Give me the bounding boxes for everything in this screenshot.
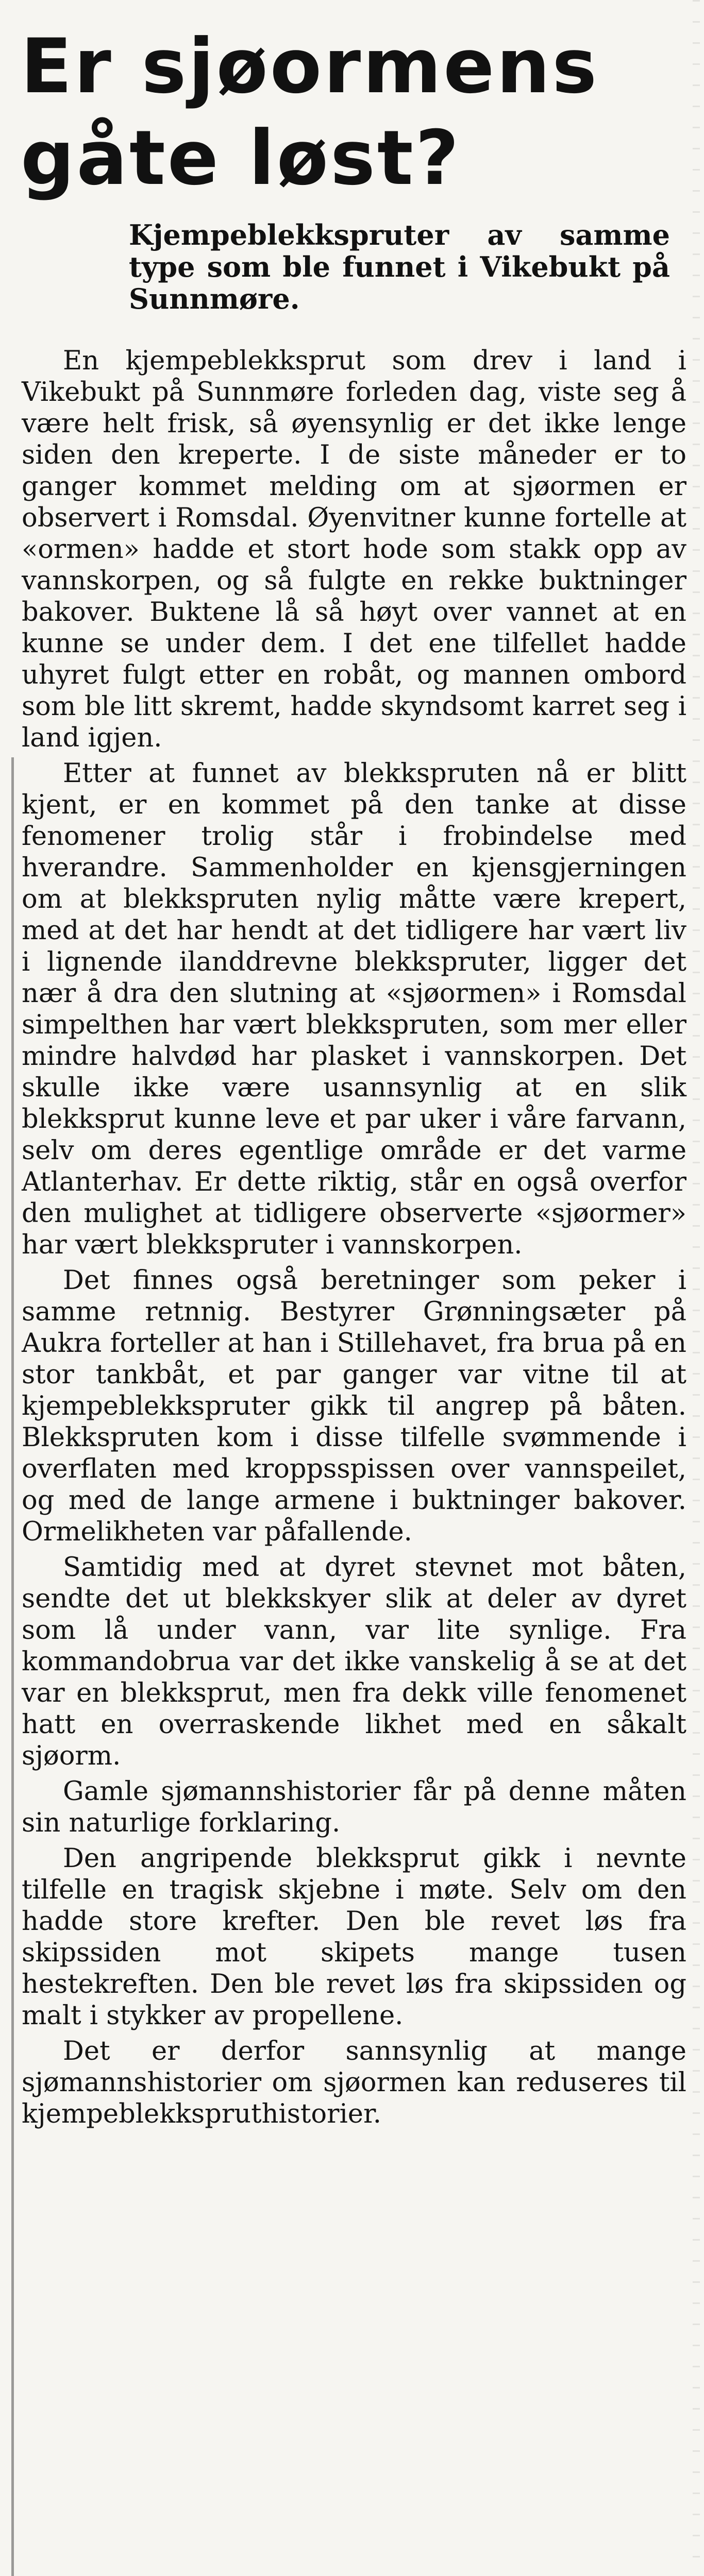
paragraph-6: Den angripende blekksprut gikk i nevnte tilfelle en tragisk skjebne i møte. Selv om den hadde store krefter. Den ble revet løs fra skipssiden mot skipets mange tusen hestekreften. Den ble revet løs fra skipssiden og malt i stykker av propellene.	[22, 1843, 686, 2031]
paragraph-7: Det er derfor sannsynlig at mange sjømannshistorier om sjøormen kan reduseres til kjempeblekkspruthistorier.	[22, 2036, 686, 2129]
paragraph-3: Det finnes også beretninger som peker i samme retnnig. Bestyrer Grønningsæter på Aukra forteller at han i Stillehavet, fra brua på en stor tankbåt, et par ganger var vitne til at kjempeblekkspruter gikk til angrep på båten. Blekkspruten kom i disse tilfelle svømmende i overflaten med kroppsspissen over vannspeilet, og med de lange armene i buktninger bakover. Ormelikheten var påfallende.	[22, 1265, 686, 1547]
paragraph-2: Etter at funnet av blekkspruten nå er blitt kjent, er en kommet på den tanke at disse fenomener trolig står i frobindelse med hverandre. Sammenholder en kjensgjerningen om at blekkspruten nylig måtte være krepert, med at det har hendt at det tidligere har vært liv i lignende ilanddrevne blekkspruter, ligger det nær å dra den slutning at «sjøormen» i Romsdal simpelthen har vært blekkspruten, som mer eller mindre halvdød har plasket i vannskorpen. Det skulle ikke være usannsynlig at en slik blekksprut kunne leve et par uker i våre farvann, selv om deres egentlige område er det varme Atlanterhav. Er dette riktig, står en også overfor den mulighet at tidligere observerte «sjøormer» har vært blekkspruter i vannskorpen.	[22, 758, 686, 1260]
column-rule	[11, 757, 14, 2576]
paragraph-5: Gamle sjømannshistorier får på denne måten sin naturlige forklaring.	[22, 1776, 686, 1838]
scan-edge	[693, 0, 700, 2576]
paragraph-1: En kjempeblekksprut som drev i land i Vikebukt på Sunnmøre forleden dag, viste seg å være helt frisk, så øyensynlig er det ikke lenge siden den kreperte. I de siste måneder er to ganger kommet melding om at sjøormen er observert i Romsdal. Øyenvitner kunne fortelle at «ormen» hadde et stort hode som stakk opp av vannskorpen, og så fulgte en rekke buktninger bakover. Buktene lå så høyt over vannet at en kunne se under dem. I det ene tilfellet hadde uhyret fulgt etter en robåt, og mannen ombord som ble litt skremt, hadde skyndsomt karret seg i land igjen.	[22, 346, 686, 753]
headline	[21, 21, 599, 204]
subheadline: Kjempeblekkspruter av samme type som ble funnet i Vikebukt på Sunnmøre.	[129, 218, 670, 315]
paragraph-4: Samtidig med at dyret stevnet mot båten, sendte det ut blekkskyer slik at deler av dyret som lå under vann, var lite synlige. Fra kommandobrua var det ikke vanskelig å se at det var en blekksprut, men fra dekk ville fenomenet hatt en overraskende likhet med en såkalt sjøorm.	[22, 1552, 686, 1771]
article-body	[22, 345, 686, 2134]
headline-line-2: gåte løst?	[21, 114, 461, 202]
headline-line-1: Er sjøormens	[21, 23, 599, 110]
